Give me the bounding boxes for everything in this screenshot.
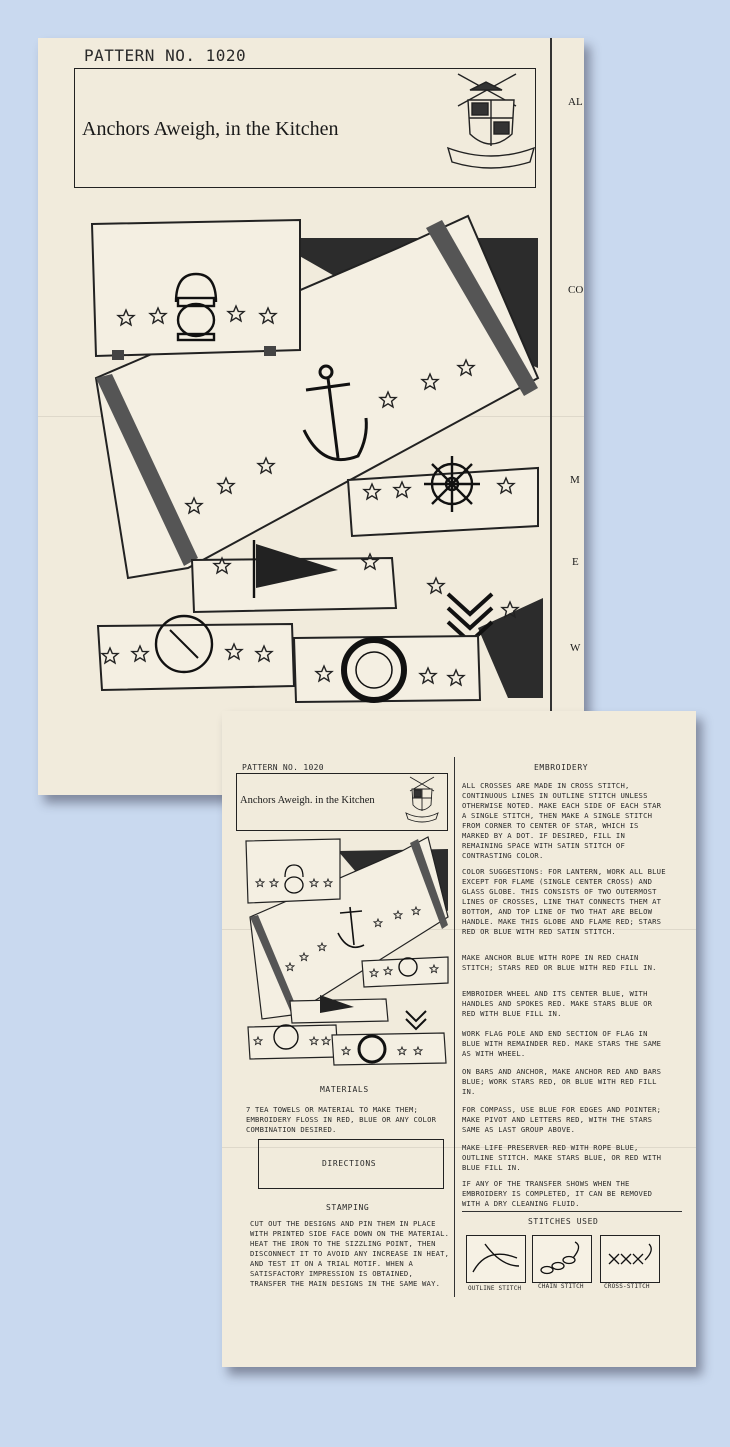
pattern-title: Anchors Aweigh. in the Kitchen [240,795,375,806]
stitches-heading: STITCHES USED [528,1217,599,1226]
materials-text: 7 TEA TOWELS OR MATERIAL TO MAKE THEM; EMBROIDERY FLOSS IN RED, BLUE OR ANY COLOR COMBINATION DESIRED. [246,1105,437,1134]
directions-heading: DIRECTIONS [322,1159,377,1168]
edge-letter: CO [568,284,584,296]
stitch-label: OUTLINE STITCH [468,1285,522,1292]
pattern-number: PATTERN NO. 1020 [84,46,247,65]
stitch-label: CROSS-STITCH [604,1283,650,1290]
stamping-heading: STAMPING [326,1203,370,1212]
edge-letter: E [572,556,579,568]
cross-stitch-diagram [600,1235,660,1283]
embroidery-para: ALL CROSSES ARE MADE IN CROSS STITCH, CONTINUOUS LINES IN OUTLINE STITCH UNLESS OTHERWISE NOTED. MAKE EACH SIDE OF EACH STAR A SINGLE STITCH, THEN MAKE A SINGLE STITCH FROM CORNER TO CENTER OF STAR, WHICH IS MARKED BY A DOT. IF DESIRED, FILL IN REMAINING SPACE WITH SATIN STITCH OF CONTRASTING COLOR. [462,781,662,860]
outline-stitch-diagram [466,1235,526,1283]
stamping-text: CUT OUT THE DESIGNS AND PIN THEM IN PLACE WITH PRINTED SIDE FACE DOWN ON THE MATERIAL. HEAT THE IRON TO THE SIZZLING POINT, THEN DISCONNECT IT TO AVOID ANY INCREASE IN HEAT, AND TEST IT ON A TRIAL MOTIF. WHEN A SATISFACTORY IMPRESSION IS OBTAINED, TRANSFER THE MAIN DESIGNS IN THE SAME WAY. [250,1219,450,1288]
edge-letter: M [570,474,580,486]
embroidery-heading: EMBROIDERY [534,763,589,772]
pattern-sheet-small [222,711,696,1367]
tea-towel-illustration [38,38,584,795]
embroidery-para: MAKE LIFE PRESERVER RED WITH ROPE BLUE, OUTLINE STITCH. MAKE STARS BLUE, OR RED WITH BLUE FILL IN. [462,1143,662,1172]
embroidery-para: WORK FLAG POLE AND END SECTION OF FLAG IN BLUE WITH REMAINDER RED. MAKE STARS THE SAME AS WITH WHEEL. [462,1029,662,1058]
rule [462,1211,682,1212]
embroidery-para: IF ANY OF THE TRANSFER SHOWS WHEN THE EMBROIDERY IS COMPLETED, IT CAN BE REMOVED WITH A DRY CLEANING FLUID. [462,1179,653,1208]
pattern-number: PATTERN NO. 1020 [242,763,324,772]
embroidery-para: COLOR SUGGESTIONS: FOR LANTERN, WORK ALL BLUE EXCEPT FOR FLAME (SINGLE CENTER CROSS) AND GLASS GLOBE. THIS CONSISTS OF TWO OUTERMOST LINES OF CROSSES, LINE THAT CONNECTS THEM AT BOTTOM, AND TOP LINE OF TWO THAT ARE BELOW HANDLE. MAKE THIS GLOBE AND FLAME RED; STARS RED OR BLUE WITH RED SATIN STITCH. [462,867,666,936]
embroidery-para: MAKE ANCHOR BLUE WITH ROPE IN RED CHAIN STITCH; STARS RED OR BLUE WITH RED FILL IN. [462,953,657,972]
embroidery-para: FOR COMPASS, USE BLUE FOR EDGES AND POINTER; MAKE PIVOT AND LETTERS RED, WITH THE STARS SAME AS LAST GROUP ABOVE. [462,1105,662,1134]
embroidery-para: EMBROIDER WHEEL AND ITS CENTER BLUE, WITH HANDLES AND SPOKES RED. MAKE STARS BLUE OR RED WITH BLUE FILL IN. [462,989,653,1018]
chain-stitch-diagram [532,1235,592,1283]
stitch-label: CHAIN STITCH [538,1283,584,1290]
pattern-title: Anchors Aweigh, in the Kitchen [82,118,339,140]
embroidery-para: ON BARS AND ANCHOR, MAKE ANCHOR RED AND BARS BLUE; WORK STARS RED, OR BLUE WITH RED FILL IN. [462,1067,662,1096]
materials-heading: MATERIALS [320,1085,369,1094]
edge-letter: W [570,642,581,654]
pattern-sheet-large [38,38,584,795]
edge-letter: AL [568,96,583,108]
